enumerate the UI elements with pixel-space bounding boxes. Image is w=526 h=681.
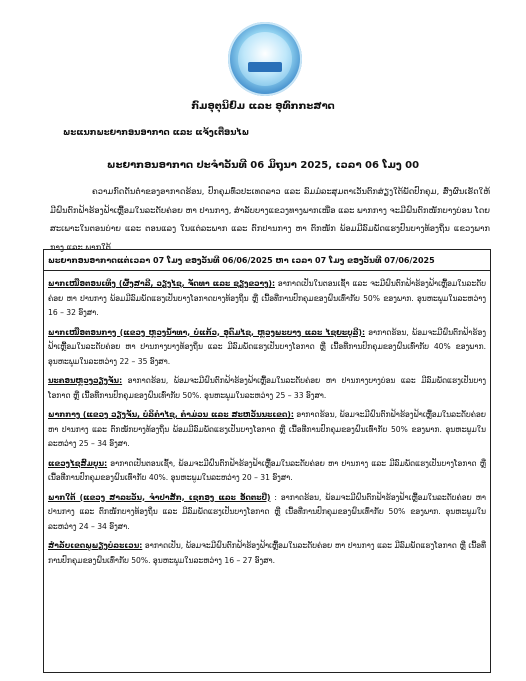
logo-emblem — [238, 32, 292, 86]
region-heading: ພາກໃຕ້ (ແຂວງ ສາລະວັນ, ຈໍາປາສັກ, ເຊກອງ ແລະ ອັດຕະປື) — [48, 492, 271, 502]
region-text: : ອາກາດຮ້ອນ, ພ້ອມຈະມີຝົນຕົກຟ້າຮ້ອງຟ້າເຫຼື້ອມໃນລະດັບຄ່ອຍ ຫາ ປານກາງ ແລະ ຕົກໜັກບາງທ້ອງຖິ່ນ ແລະ ມີລົມພັດແຮງເປັນບາງໂອກາດ ຫຼື ເນື້ອທີ່ການປົກຄຸມຂອງຝົນເທົ່າກັບ 50% ຂອງພາກ. ອຸນຫະພູມໃນລະຫວ່າງ 24 – 34 ອົງສາ. — [48, 492, 486, 531]
region-south — [44, 489, 490, 538]
region-text: ອາກາດເປັນໃນຕອນເຊົ້າ ແລະ ຈະມີຝົນຕົກຟ້າຮ້ອງຟ້າເຫຼື້ອມໃນລະດັບຄ່ອຍ ຫາ ປານກາງ ພ້ອມມີລົມພັດແຮງເປັນບາງໂອກາດບາງທ້ອງຖິ່ນ ຫຼື ເນື້ອທີ່ການປົກຄຸມຂອງຝົນເທົ່າກັບ 50% ຂອງພາກ. ອຸນຫະພູມໃນລະຫວ່າງ 16 – 32 ອົງສາ. — [48, 279, 486, 317]
region-text: ອາກາດຮ້ອນ, ພ້ອມຈະມີຝົນຕົກຟ້າຮ້ອງຟ້າເຫຼື້ອມໃນລະດັບຄ່ອຍ ຫາ ປານກາງບາງບ່ອນ ແລະ ມີລົມພັດແຮງເປັນບາງໂອກາດ ຫຼື ເນື້ອທີ່ການປົກຄຸມຂອງຝົນເທົ່າກັບ 50%. ອຸນຫະພູມໃນລະຫວ່າງ 25 – 33 ອົງສາ. — [48, 376, 486, 400]
region-plateau — [44, 537, 490, 571]
region-heading: ພາກເໜືອຕອນກາງ (ແຂວງ ຫຼວງນໍ້າທາ, ບໍ່ແກ້ວ, ອຸດົມໄຊ, ຫຼວງພະບາງ ແລະ ໄຊຍະບູລີ): — [48, 327, 365, 337]
region-heading: ນະຄອນຫຼວງວຽງຈັນ: — [48, 376, 123, 385]
page-title: ພະຍາກອນອາກາດ ປະຈໍາວັນທີ 06 ມິຖຸນາ 2025, ເວລາ 06 ໂມງ 00 — [106, 160, 420, 171]
forecast-table — [43, 249, 491, 673]
region-text: ອາກາດເປັນຕອນເຊົ້າ, ພ້ອມຈະມີຝົນຕົກຟ້າຮ້ອງຟ້າເຫຼື້ອມໃນລະດັບຄ່ອຍ ຫາ ປານກາງ ແລະ ມີລົມພັດແຮງເປັນບາງໂອກາດ ຫຼື ເນື້ອທີ່ການປົກຄຸມຂອງຝົນເທົ່າກັບ 40%. ອຸນຫະພູມໃນລະຫວ່າງ 20 – 31 ອົງສາ. — [48, 458, 486, 482]
region-xaisomboun — [44, 455, 490, 489]
region-text: ອາກາດຮ້ອນ, ພ້ອມຈະມີຝົນຕົກຟ້າຮ້ອງຟ້າເຫຼື້ອມໃນລະດັບຄ່ອຍ ຫາ ປານກາງບາງທ້ອງຖິ່ນ ແລະ ມີລົມພັດແຮງເປັນບາງໂອກາດ ຫຼື ເນື້ອທີ່ການປົກຄຸມຂອງຝົນເທົ່າກັບ 40% ຂອງພາກ. ອຸນຫະພູມໃນລະຫວ່າງ 22 – 35 ອົງສາ. — [48, 327, 486, 366]
region-heading: ສໍາລັບເຂດພູພຽງບໍລະເວນ: — [48, 541, 143, 550]
region-heading: ແຂວງໄຊສົມບູນ: — [48, 458, 108, 468]
region-north-upper — [44, 275, 490, 324]
forecast-table-header: ພະຍາກອນອາກາດແຕ່ເວລາ 07 ໂມງ ຂອງວັນທີ 06/06/2025 ຫາ ເວລາ 07 ໂມງ ຂອງວັນທີ 07/06/2025 — [44, 250, 490, 271]
region-heading: ພາກກາງ (ແຂວງ ວຽງຈັນ, ບໍລິຄໍາໄຊ, ຄໍາມ່ວນ ແລະ ສະຫວັນນະເຂດ): — [48, 410, 294, 419]
ministry-logo-icon — [228, 22, 302, 96]
department-name: ພະແນກພະຍາກອນອາກາດ ແລະ ແຈ້ງເຕືອນໄພ — [63, 128, 250, 138]
region-text: ອາກາດເປັນ, ພ້ອມຈະມີຝົນຕົກຟ້າຮ້ອງຟ້າເຫຼື້ອມໃນລະດັບຄ່ອຍ ຫາ ປານກາງ ແລະ ມີລົມພັດແຮງໂອກາດ ຫຼື ເນື້ອທີ່ການປົກຄຸມຂອງຝົນເທົ່າກັບ 50%. ອຸນຫະພູມໃນລະຫວ່າງ 16 – 27 ອົງສາ. — [48, 541, 486, 565]
region-central — [44, 406, 490, 455]
intro-paragraph: ຄວາມກົດດັນຕໍ່າຂອງອາກາດຮ້ອນ, ປົກຄຸມທົ່ວປະເທດລາວ ແລະ ລົມມໍລະສຸມຕາເວັນຕົກສ່ຽງໃຕ້ພັດປົກຄຸມ, ສົ່ງຜົນເຮັດໃຫ້ມີຝົນຕົກຟ້າຮ້ອງຟ້າເຫຼື້ອມໃນລະດັບຄ່ອຍ ຫາ ປານກາງ, ສໍາລັບບາງແຂວງທາງພາກເໜືອ ແລະ ພາກກາງ ຈະມີຝົນຕົກໜັກບາງບ່ອນ ໂດຍສະເພາະໃນຕອນບ່າຍ ແລະ ຕອນແລງ ໃນແຕ່ລະພາກ ແລະ ຕົກປານກາງ ຫາ ຕົກໜັກ ພ້ອມມີລົມພັດແຮງປົນບາງທ້ອງຖິ່ນ ແຂວງພາກກາງ ແລະ ພາກໃຕ້ . — [50, 186, 490, 252]
region-text: ອາກາດຮ້ອນ, ພ້ອມຈະມີຝົນຕົກຟ້າຮ້ອງຟ້າເຫຼື້ອມໃນລະດັບຄ່ອຍ ຫາ ປານກາງ ແລະ ຕົກໜັກບາງທ້ອງຖິ່ນ ພ້ອມມີລົມພັດແຮງເປັນບາງໂອກາດ ຫຼື ເນື້ອທີ່ການປົກຄຸມຂອງຝົນເທົ່າກັບ 50% ຂອງພາກ. ອຸນຫະພູມໃນລະຫວ່າງ 25 – 34 ອົງສາ. — [48, 410, 486, 448]
region-vientiane-capital — [44, 372, 490, 406]
region-north-central — [44, 324, 490, 373]
region-heading: ພາກເໜືອຕອນເທິງ (ຜົ້ງສາລີ, ວຽງໄຊ, ຈັດທາ ແລະ ຊຽງຂວາງ): — [48, 279, 276, 288]
ministry-name: ກົມອຸຕຸນິຍົມ ແລະ ອຸທົກກະສາດ — [191, 101, 335, 112]
